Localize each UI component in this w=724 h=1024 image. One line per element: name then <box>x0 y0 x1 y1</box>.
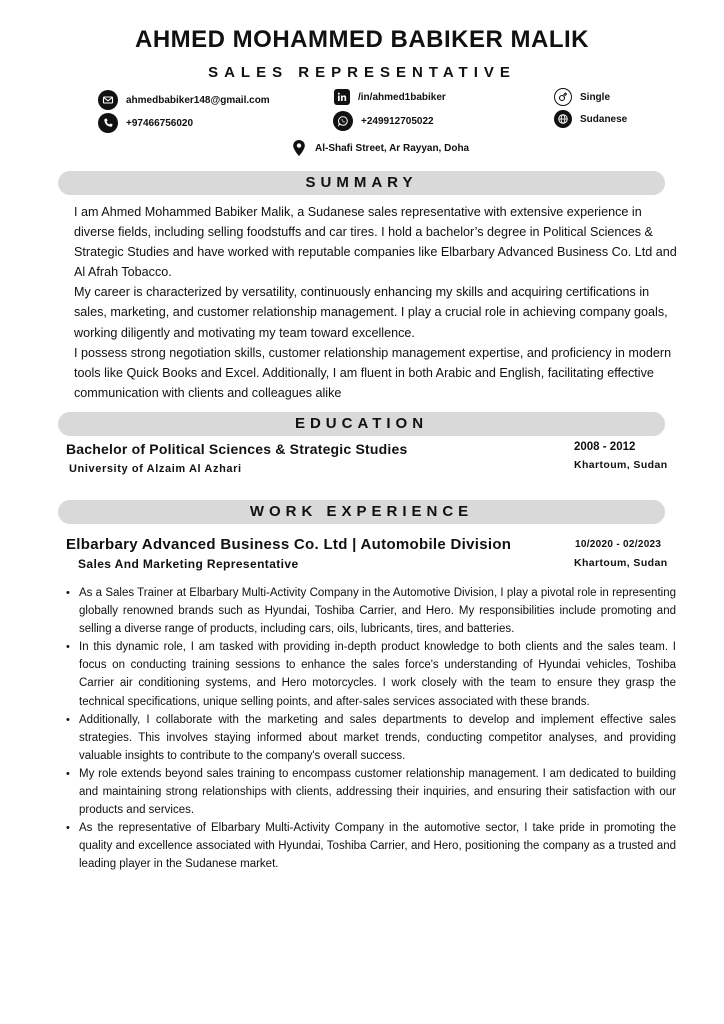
responsibility-list <box>66 584 676 874</box>
list-item: • In this dynamic role, I am tasked with providing in-depth product knowledge to both clients and the sales team. I focus on conducting training sessions to enhance the sales force's understanding of Hyundai vehicles, Toshiba Carrier air conditioning systems, and Hero motorcycles. I work closely with the team to ensure they grasp the technical specifications, unique selling points, and after-sales services associated with these brands. <box>66 638 676 710</box>
summary-paragraph: I am Ahmed Mohammed Babiker Malik, a Sudanese sales representative with extensive experience in diverse fields, including selling foodstuffs and car tires. I hold a bachelor’s degree in Political Sciences & Strategic Studies and have worked with reputable companies like Elbarbary Advanced Business Co. Ltd and Al Afrah Tobacco. <box>74 205 677 280</box>
school-name: University of Alzaim Al Azhari <box>69 463 242 475</box>
whatsapp-text: +249912705022 <box>361 115 434 127</box>
whatsapp-icon <box>333 111 353 131</box>
phone-icon <box>98 113 118 133</box>
contact-address <box>291 138 469 158</box>
phone-text: +97466756020 <box>126 117 194 129</box>
job-role-title: SALES REPRESENTATIVE <box>208 64 516 81</box>
contact-email <box>98 90 270 110</box>
list-item: • My role extends beyond sales training to encompass customer relationship management. I am dedicated to building and maintaining strong relationships with clients, addressing their inquiries, and ensuring their satisfaction with our products and services. <box>66 765 676 819</box>
position-title: Sales And Marketing Representative <box>78 557 299 571</box>
linkedin-text: /in/ahmed1babiker <box>358 91 446 103</box>
education-dates: 2008 - 2012 <box>574 441 636 453</box>
company-name: Elbarbary Advanced Business Co. Ltd | Automobile Division <box>66 536 512 553</box>
list-item: • Additionally, I collaborate with the marketing and sales departments to develop and implement effective sales strategies. This involves staying informed about market trends, conducting competitor analyses, and providing valuable insights to contribute to the company's overall success. <box>66 711 676 765</box>
ring-icon <box>554 88 572 106</box>
nationality-text: Sudanese <box>580 113 628 125</box>
contact-whatsapp <box>333 111 434 131</box>
summary-paragraph: I possess strong negotiation skills, customer relationship management expertise, and proficiency in modern tools like Quick Books and Excel. Additionally, I am fluent in both Arabic and English, facilitating effective communication with clients and colleagues alike <box>74 345 672 400</box>
summary-heading: SUMMARY <box>58 171 665 195</box>
globe-icon <box>554 110 572 128</box>
address-text: Al-Shafi Street, Ar Rayyan, Doha <box>315 142 470 154</box>
degree-title: Bachelor of Political Sciences & Strategic Studies <box>66 441 408 457</box>
marital-status-text: Single <box>580 91 611 103</box>
work-location: Khartoum, Sudan <box>574 557 668 569</box>
contact-marital-status <box>554 88 610 106</box>
summary-block <box>74 202 680 403</box>
list-item: • As the representative of Elbarbary Multi-Activity Company in the automotive sector, I take pride in promoting the quality and excellence associated with Hyundai, Toshiba Carrier, and Hero, positioning the company as a trusted and leading player in the Sudanese market. <box>66 819 676 873</box>
education-location: Khartoum, Sudan <box>574 459 668 471</box>
work-experience-heading: WORK EXPERIENCE <box>58 500 665 524</box>
list-item: • As a Sales Trainer at Elbarbary Multi-Activity Company in the Automotive Division, I play a pivotal role in representing globally renowned brands such as Hyundai, Toshiba Carrier, and Hero. My responsibilities include promoting and selling a diverse range of products, including cars, oils, lubricants, tires, and batteries. <box>66 584 676 638</box>
work-dates: 10/2020 - 02/2023 <box>575 539 662 550</box>
contact-nationality <box>554 110 627 128</box>
mail-icon <box>98 90 118 110</box>
education-heading: EDUCATION <box>58 412 665 436</box>
candidate-name: AHMED MOHAMMED BABIKER MALIK <box>135 26 589 53</box>
location-pin-icon <box>291 138 307 158</box>
summary-paragraph: My career is characterized by versatility, continuously enhancing my skills and acquiring certifications in sales, marketing, and customer relationship management. I play a crucial role in achieving company goals, working diligently and motivating my team toward excellence. <box>74 285 668 340</box>
linkedin-icon <box>334 89 350 105</box>
contact-phone <box>98 113 193 133</box>
email-text: ahmedbabiker148@gmail.com <box>126 94 270 106</box>
contact-linkedin <box>334 89 446 105</box>
